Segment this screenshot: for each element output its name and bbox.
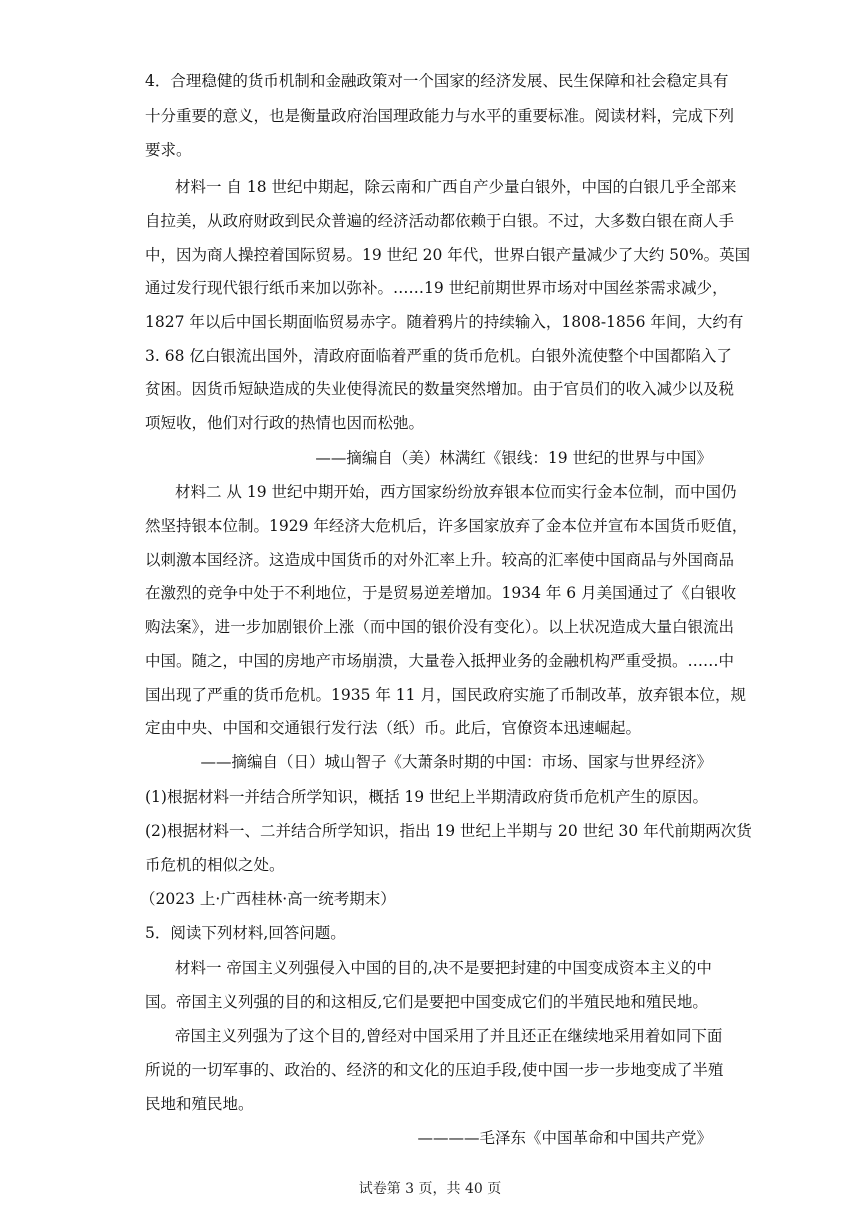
q4-material1-line: 3. 68 亿白银流出国外，清政府面临着严重的货币危机。白银外流使整个中国都陷入了 — [145, 347, 732, 365]
q4-material1-line: 通过发行现代银行纸币来加以弥补。……19 世纪前期世界市场对中国丝茶需求减少， — [145, 279, 728, 297]
q4-subquestion-2: (2)根据材料一、二并结合所学知识，指出 19 世纪上半期与 20 世纪 30 年代前期两次货 — [145, 822, 752, 840]
q5-paragraph2-line: 所说的一切军事的、政治的、经济的和文化的压迫手段,使中国一步一步地变成了半殖 — [145, 1061, 724, 1079]
q5-material1-line: 材料一 帝国主义列强侵入中国的目的,决不是要把封建的中国变成资本主义的中 — [175, 959, 712, 977]
q5-source: ————毛泽东《中国革命和中国共产党》 — [417, 1129, 712, 1147]
q4-material2-line: 定由中央、中国和交通银行发行法（纸）币。此后，官僚资本迅速崛起。 — [145, 719, 642, 737]
q4-material2-line: 购法案》，进一步加剧银价上涨（而中国的银价没有变化）。以上状况造成大量白银流出 — [145, 618, 735, 636]
q4-intro-line: 4．合理稳健的货币机制和金融政策对一个国家的经济发展、民生保障和社会稳定具有 — [145, 72, 729, 90]
page-footer: 试卷第 3 页，共 40 页 — [358, 1181, 502, 1197]
q5-material1-line: 国。帝国主义列强的目的和这相反,它们是要把中国变成它们的半殖民地和殖民地。 — [145, 993, 708, 1011]
q4-material2-line: 国出现了严重的货币危机。1935 年 11 月，国民政府实施了币制改革，放弃银本位，规 — [145, 686, 746, 704]
q4-subquestion-2-cont: 币危机的相似之处。 — [145, 856, 285, 874]
q4-material2-line: 然坚持银本位制。1929 年经济大危机后，许多国家放弃了金本位并宣布本国货币贬值， — [145, 517, 748, 535]
q4-subquestion-1: (1)根据材料一并结合所学知识，概括 19 世纪上半期清政府货币危机产生的原因。 — [145, 788, 709, 806]
q5-intro: 5．阅读下列材料,回答问题。 — [145, 924, 346, 942]
q4-material1-line: 项短收，他们对行政的热情也因而松弛。 — [145, 414, 425, 432]
q4-material2-line: 中国。随之，中国的房地产市场崩溃，大量卷入抵押业务的金融机构严重受损。……中 — [145, 652, 735, 670]
q4-material2-line: 在激烈的竞争中处于不利地位，于是贸易逆差增加。1934 年 6 月美国通过了《白银收 — [145, 584, 737, 602]
q4-material2-line: 以刺激本国经济。这造成中国货币的对外汇率上升。较高的汇率使中国商品与外国商品 — [145, 551, 735, 569]
q4-source2: ——摘编自（日）城山智子《大萧条时期的中国：市场、国家与世界经济》 — [200, 753, 712, 771]
q5-paragraph2-line: 民地和殖民地。 — [145, 1095, 254, 1113]
q4-material1-line: 贫困。因货币短缺造成的失业使得流民的数量突然增加。由于官员们的收入减少以及税 — [145, 380, 735, 398]
exam-source-tag: （2023 上·广西桂林·高一统考期末） — [140, 890, 396, 908]
q4-material1-line: 自拉美，从政府财政到民众普遍的经济活动都依赖于白银。不过，大多数白银在商人手 — [145, 212, 735, 230]
q4-material1-line: 1827 年以后中国长期面临贸易赤字。随着鸦片的持续输入，1808-1856 年间，大约有 — [145, 313, 744, 331]
q4-intro-line: 十分重要的意义，也是衡量政府治国理政能力与水平的重要标准。阅读材料，完成下列 — [145, 107, 735, 125]
q4-material1-line: 材料一 自 18 世纪中期起，除云南和广西自产少量白银外，中国的白银几乎全部来 — [175, 178, 737, 196]
q4-material2-line: 材料二 从 19 世纪中期开始，西方国家纷纷放弃银本位而实行金本位制，而中国仍 — [175, 483, 737, 501]
q4-intro-line: 要求。 — [145, 141, 192, 159]
q5-paragraph2-line: 帝国主义列强为了这个目的,曾经对中国采用了并且还正在继续地采用着如同下面 — [175, 1027, 723, 1045]
q4-material1-line: 中，因为商人操控着国际贸易。19 世纪 20 年代，世界白银产量减少了大约 50%。英国 — [145, 246, 751, 264]
q4-source1: ——摘编自（美）林满红《银线：19 世纪的世界与中国》 — [315, 449, 712, 467]
